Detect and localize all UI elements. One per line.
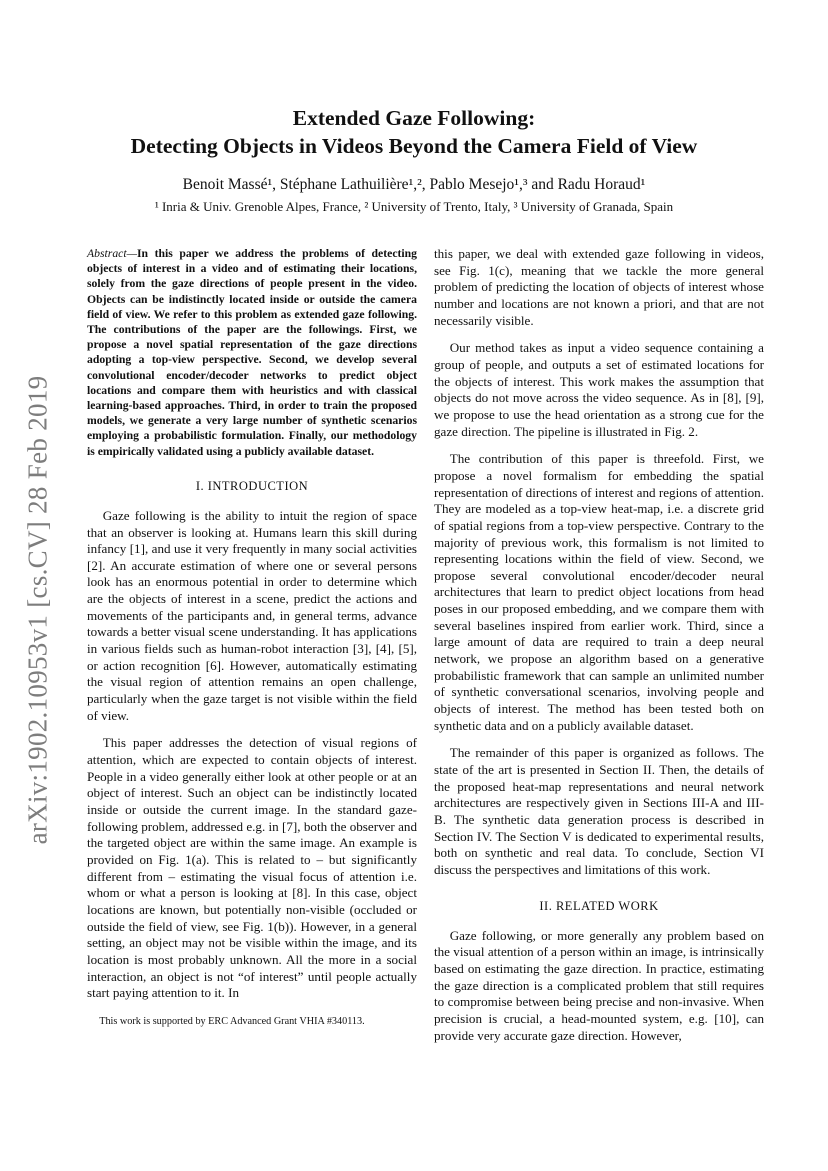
arxiv-identifier: arXiv:1902.10953v1 [cs.CV] 28 Feb 2019 [22, 375, 53, 845]
intro-paragraph-3: this paper, we deal with extended gaze following in videos, see Fig. 1(c), meaning that we tackle the more general problem of predicting the location of objects of interest whose number and locations are not known a priori, and that are not necessarily visible. [434, 246, 764, 328]
abstract-body: In this paper we address the problems of detecting objects of interest in a video and of estimating their locations, solely from the gaze directions of people present in the video. Objects can be indistinctly located inside or outside the camera field of view. We refer to this problem as extended gaze following. The contributions of the paper are the followings. First, we propose a novel spatial representation of the gaze directions adopting a top-view perspective. Second, we develop several convolutional encoder/decoder networks to predict object locations and compare them with heuristics and with classical learning-based approaches. Third, in order to train the proposed models, we generate a very large number of synthetic scenarios employing a probabilistic formulation. Finally, our methodology is empirically validated using a publicly available dataset. [87, 247, 417, 458]
abstract [87, 246, 417, 459]
intro-paragraph-2: This paper addresses the detection of visual regions of attention, which are expected to contain objects of interest. People in a video generally either look at other people or at an object of interest. Such an object can be indistinctly located inside or outside the current image. In the standard gaze-following problem, addressed e.g. in [7], both the observer and the targeted object are within the same image. An example is provided on Fig. 1(a). This is related to – but significantly different from – estimating the visual focus of attention i.e. whom or what a person is looking at [8]. In this case, object locations are known, but potentially non-visible (occluded or outside the field of view, see Fig. 1(b)). However, in a general setting, an object may not be visible within the image, and its location is most probably unknown. All the more in a social interaction, an object is not “of interest” until people actually start paying attention to it. In [87, 735, 417, 1001]
intro-paragraph-4: Our method takes as input a video sequence containing a group of people, and outputs a set of estimated locations for the objects of interest. This work makes the assumption that objects do not move across the video sequence. As in [8], [9], we propose to use the head orientation as a strong cue for the gaze direction. The pipeline is illustrated in Fig. 2. [434, 340, 764, 439]
funding-footnote: This work is supported by ERC Advanced Grant VHIA #340113. [99, 1016, 365, 1027]
left-column [87, 246, 417, 1013]
arxiv-sidebar-stamp [20, 360, 56, 860]
affiliation-list: ¹ Inria & Univ. Grenoble Alpes, France, ² University of Trento, Italy, ³ University of Granada, Spain [154, 199, 674, 214]
section-heading-introduction: I. INTRODUCTION [195, 478, 309, 493]
abstract-lead: Abstract— [87, 247, 137, 260]
related-work-paragraph-1: Gaze following, or more generally any problem based on the visual attention of a person within an image, is intrinsically based on estimating the gaze direction. In practice, estimating the gaze direction is a complicated problem that still requires to compromise between being precise and non-invasive. When precision is crucial, a head-mounted system, e.g. [10], can provide very accurate gaze direction. However, [434, 927, 764, 1043]
title-line-2: Detecting Objects in Videos Beyond the Camera Field of View [130, 134, 698, 158]
intro-paragraph-5: The contribution of this paper is threefold. First, we propose a novel formalism for embedding the spatial representation of directions of interest and regions of attention. They are modeled as a top-view heat-map, i.e. a discrete grid of spatial regions from a top-view perspective. Contrary to the majority of previous work, this formalism is not limited to representing locations within the field of view. Second, we propose several convolutional encoder/decoder neural architectures that learn to predict object locations from head poses in our proposed embedding, and we compare them with several baselines inspired from earlier work. Third, since a large amount of data are required to train a deep neural network, we propose an algorithm based on a generative probabilistic framework that can sample an unlimited number of synthetic conversational scenarios, involving people and objects of interest. The method has been tested both on synthetic data and on a publicly available dataset. [434, 451, 764, 733]
intro-paragraph-1: Gaze following is the ability to intuit the region of space that an observer is looking at. Humans learn this skill during infancy [1], and use it very frequently in many social activities [2]. An accurate estimation of where one or several persons look has an enormous potential in order to determine which are the objects of interest in a scene, predict the actions and movements of the participants and, in general terms, advance towards a better visual scene understanding. It has applications in various fields such as human-robot interaction [3], [4], [5], or action recognition [6]. However, automatically estimating the visual region of attention remains an open challenge, particularly when the gaze target is not visible within the field of view. [87, 507, 417, 723]
intro-paragraph-6: The remainder of this paper is organized as follows. The state of the art is presented in Section II. Then, the details of the proposed heat-map representations and neural network architectures are respectively given in Sections III-A and III-B. The synthetic data generation process is described in Section IV. The Section V is dedicated to experimental results, both on synthetic and real data. To conclude, Section VI discuss the perspectives and limitations of this work. [434, 745, 764, 877]
title-line-1: Extended Gaze Following: [292, 106, 536, 130]
section-heading-related-work: II. RELATED WORK [539, 898, 659, 913]
author-list: Benoit Massé¹, Stéphane Lathuilière¹,², Pablo Mesejo¹,³ and Radu Horaud¹ [182, 176, 646, 193]
paper-title [60, 104, 768, 160]
right-column [434, 246, 764, 1055]
